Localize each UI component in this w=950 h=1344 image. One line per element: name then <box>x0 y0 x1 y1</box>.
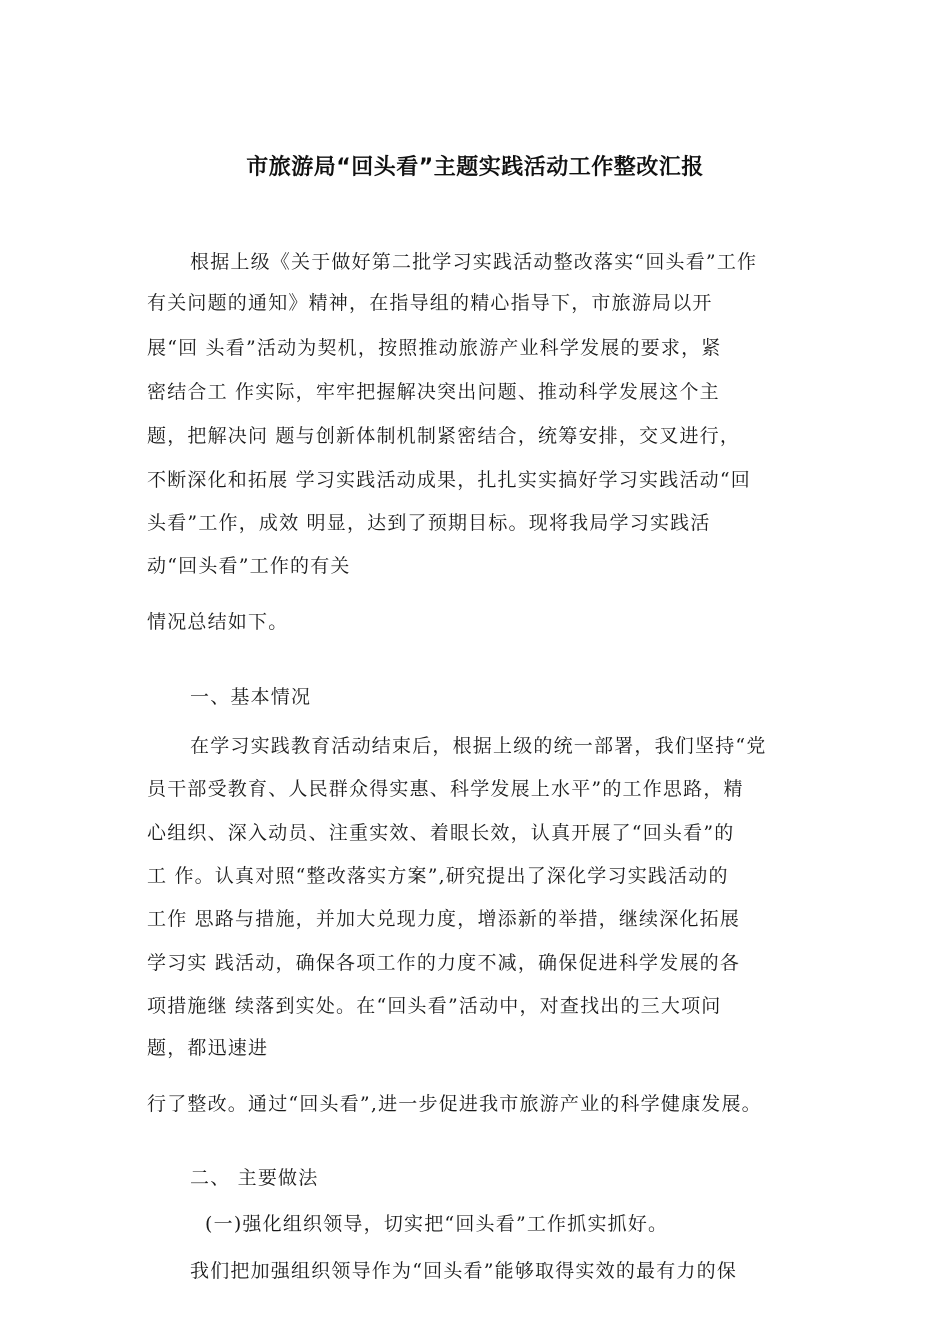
page-title: 市旅游局“回头看”主题实践活动工作整改汇报 <box>246 155 704 180</box>
paragraph-line: 员干部受教育、人民群众得实惠、科学发展上水平”的工作思路，精 <box>147 778 744 800</box>
paragraph-line: 学习实 践活动，确保各项工作的力度不减，确保促进科学发展的各 <box>147 952 741 974</box>
paragraph-line: 密结合工 作实际，牢牢把握解决突出问题、推动科学发展这个主 <box>147 381 720 403</box>
paragraph-line: 在学习实践教育活动结束后，根据上级的统一部署，我们坚持“党 <box>190 735 767 757</box>
paragraph-line: 工作 思路与措施，并加大兑现力度，增添新的举措，继续深化拓展 <box>147 908 741 930</box>
paragraph-line: 情况总结如下。 <box>147 611 289 633</box>
paragraph-line: 根据上级《关于做好第二批学习实践活动整改落实“回头看”工作 <box>190 251 758 273</box>
paragraph-line: 头看”工作，成效 明显，达到了预期目标。现将我局学习实践活 <box>147 512 711 534</box>
paragraph-line: 行了整改。通过“回头看”,进一步促进我市旅游产业的科学健康发展。 <box>147 1093 762 1115</box>
section-heading: 一、基本情况 <box>190 686 312 708</box>
paragraph-line: 不断深化和拓展 学习实践活动成果，扎扎实实搞好学习实践活动“回 <box>147 469 751 491</box>
paragraph-line: 心组织、深入动员、注重实效、着眼长效，认真开展了“回头看”的 <box>147 822 735 844</box>
subsection-heading: (一)强化组织领导，切实把“回头看”工作抓实抓好。 <box>205 1213 669 1235</box>
paragraph-line: 动“回头看”工作的有关 <box>147 555 351 577</box>
paragraph-line: 题，把解决问 题与创新体制机制紧密结合，统筹安排，交叉进行， <box>147 425 741 447</box>
paragraph-line: 项措施继 续落到实处。在“回头看”活动中，对查找出的三大项问 <box>147 995 722 1017</box>
section-heading: 二、 主要做法 <box>190 1167 319 1189</box>
paragraph-line: 题，都迅速进 <box>147 1037 269 1059</box>
paragraph-line: 工 作。认真对照“整改落实方案”,研究提出了深化学习实践活动的 <box>147 865 729 887</box>
paragraph-line: 我们把加强组织领导作为“回头看”能够取得实效的最有力的保 <box>190 1260 738 1282</box>
paragraph-line: 展“回 头看”活动为契机，按照推动旅游产业科学发展的要求，紧 <box>147 337 722 359</box>
paragraph-line: 有关问题的通知》精神，在指导组的精心指导下，市旅游局以开 <box>147 292 713 314</box>
